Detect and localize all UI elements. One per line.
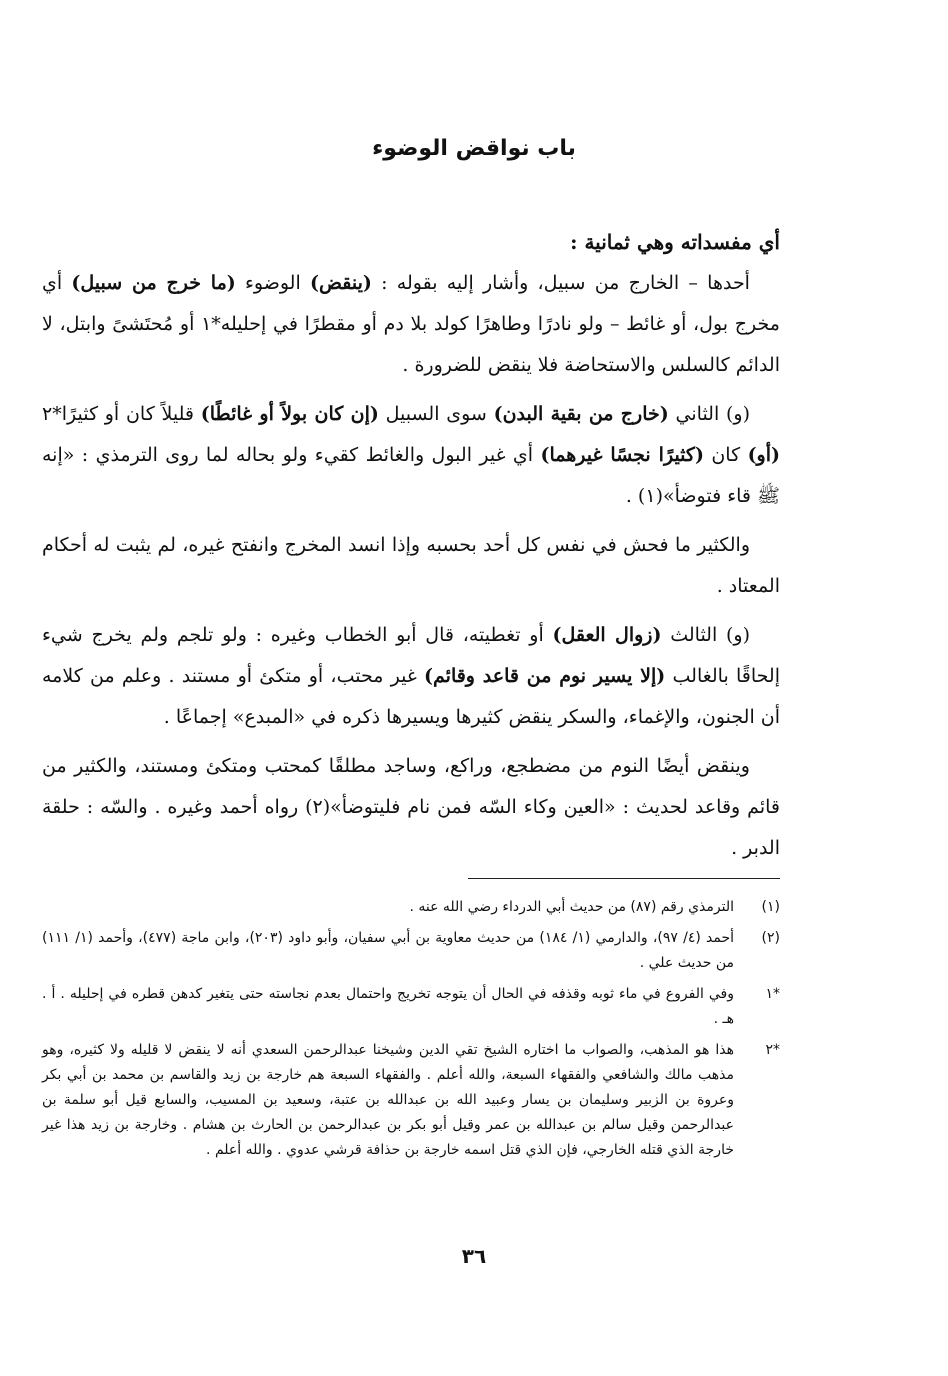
footnote <box>42 1038 780 1163</box>
text-segment: غير محتب، أو متكئ أو مستند . وعلم من كلامه أن الجنون، والإغماء، والسكر ينقض كثيرها ويسيرها ذكره في «المبدع» إجماعًا . <box>42 665 780 728</box>
bold-term: (زوال العقل) <box>552 624 662 646</box>
footnote-divider <box>468 878 780 879</box>
footnote-marker: (٢) <box>761 930 780 946</box>
bold-term: (ما خرج من سبيل) <box>71 272 236 294</box>
footnote <box>42 926 780 976</box>
text-segment: وينقض أيضًا النوم من مضطجع، وراكع، وساجد مطلقًا كمحتب ومتكئ ومستند، والكثير من قائم وقاعد لحديث : «العين وكاء السّه فمن نام فليتوضأ»(٢) رواه أحمد وغيره . والسّه : حلقة الدبر . <box>42 755 780 859</box>
footnote <box>42 895 780 920</box>
text-segment: الوضوء <box>235 272 310 294</box>
footnote-text: الترمذي رقم (٨٧) من حديث أبي الدرداء رضي الله عنه . <box>409 899 734 915</box>
bold-term: (إن كان بولاً أو غائطًا) <box>200 403 379 425</box>
text-segment: أو تغطيته، قال أبو الخطاب وغيره : ولو تلجم ولم يخرج شيء إلحاقًا بالغالب <box>42 624 780 687</box>
bold-term: (إلا يسير نوم من قاعد وقائم) <box>424 665 666 687</box>
text-segment: قليلاً كان أو كثيرًا*٢ <box>42 403 201 425</box>
footnote-marker: *٢ <box>765 1042 780 1058</box>
text-segment: (و) الثاني <box>668 403 750 425</box>
text-segment: والكثير ما فحش في نفس كل أحد بحسبه وإذا انسد المخرج وانفتح غيره، لم يثبت له أحكام المعتاد . <box>42 534 780 597</box>
bold-term: (أو) <box>747 444 780 466</box>
footnote-text: وفي الفروع في ماء ثوبه وقذفه في الحال أن يتوجه تخريج واحتمال بعدم نجاسته حتى يتغير كدهن قطره في إحليله . أ . هـ . <box>42 986 734 1027</box>
paragraphs <box>42 263 780 869</box>
paragraph <box>42 394 780 517</box>
text-segment: سوى السبيل <box>378 403 494 425</box>
bold-term: (ينقض) <box>310 272 372 294</box>
text-segment: أي غير البول والغائط كقيء ولو بحاله لما روى الترمذي : «إنه ﷺ قاء فتوضأ»(١) . <box>42 444 780 507</box>
footnote-text: هذا هو المذهب، والصواب ما اختاره الشيخ تقي الدين وشيخنا عبدالرحمن السعدي أنه لا ينقض لا قليله ولا كثيره، وهو مذهب مالك والشافعي والفقهاء السبعة، والله أعلم . والفقهاء السبعة هم خارجة بن زيد والقاسم بن محمد بن أبي بكر وعروة بن الزبير وسليمان بن يسار وعبيد الله بن عبدالله بن عتبة، وسعيد بن المسيب، والسابع قيل أبو سلمة بن عبدالرحمن وقيل سالم بن عبدالله بن عمر وقيل أبو بكر بن عبدالرحمن بن الحارث بن هشام . وخارجة بن زيد هذا غير خارجة الذي قتله الخارجي، فإن الذي قتل اسمه خارجة بن حذافة قرشي عدوي . والله أعلم . <box>42 1042 734 1158</box>
paragraph <box>42 746 780 869</box>
main-text <box>42 222 780 869</box>
text-segment: أي مخرج بول، أو غائط – ولو نادرًا وطاهرًا كولد بلا دم أو مقطرًا في إحليله*١ أو مُحتَشىً وابتل، لا الدائم كالسلس والاستحاضة فلا ينقض للضرورة . <box>42 272 780 376</box>
footnotes <box>42 895 780 1169</box>
bold-term: (كثيرًا نجسًا غيرهما) <box>540 444 704 466</box>
footnote-marker: *١ <box>765 986 780 1002</box>
intro-line: أي مفسداته وهي ثمانية : <box>570 230 780 254</box>
footnote-marker: (١) <box>761 899 780 915</box>
bold-term: (خارج من بقية البدن) <box>493 403 669 425</box>
text-segment: كان <box>703 444 748 466</box>
page-number: ٣٦ <box>461 1244 487 1268</box>
chapter-title: باب نواقض الوضوء <box>372 136 576 161</box>
paragraph <box>42 525 780 607</box>
paragraph <box>42 615 780 738</box>
text-segment: أحدها – الخارج من سبيل، وأشار إليه بقوله : <box>371 272 750 294</box>
footnote <box>42 982 780 1032</box>
paragraph <box>42 263 780 386</box>
text-segment: (و) الثالث <box>661 624 751 646</box>
footnote-text: أحمد (٤/ ٩٧)، والدارمي (١/ ١٨٤) من حديث معاوية بن أبي سفيان، وأبو داود (٢٠٣)، وابن ماجة (٤٧٧)، وأحمد (١/ ١١١) من حديث علي . <box>42 930 735 971</box>
